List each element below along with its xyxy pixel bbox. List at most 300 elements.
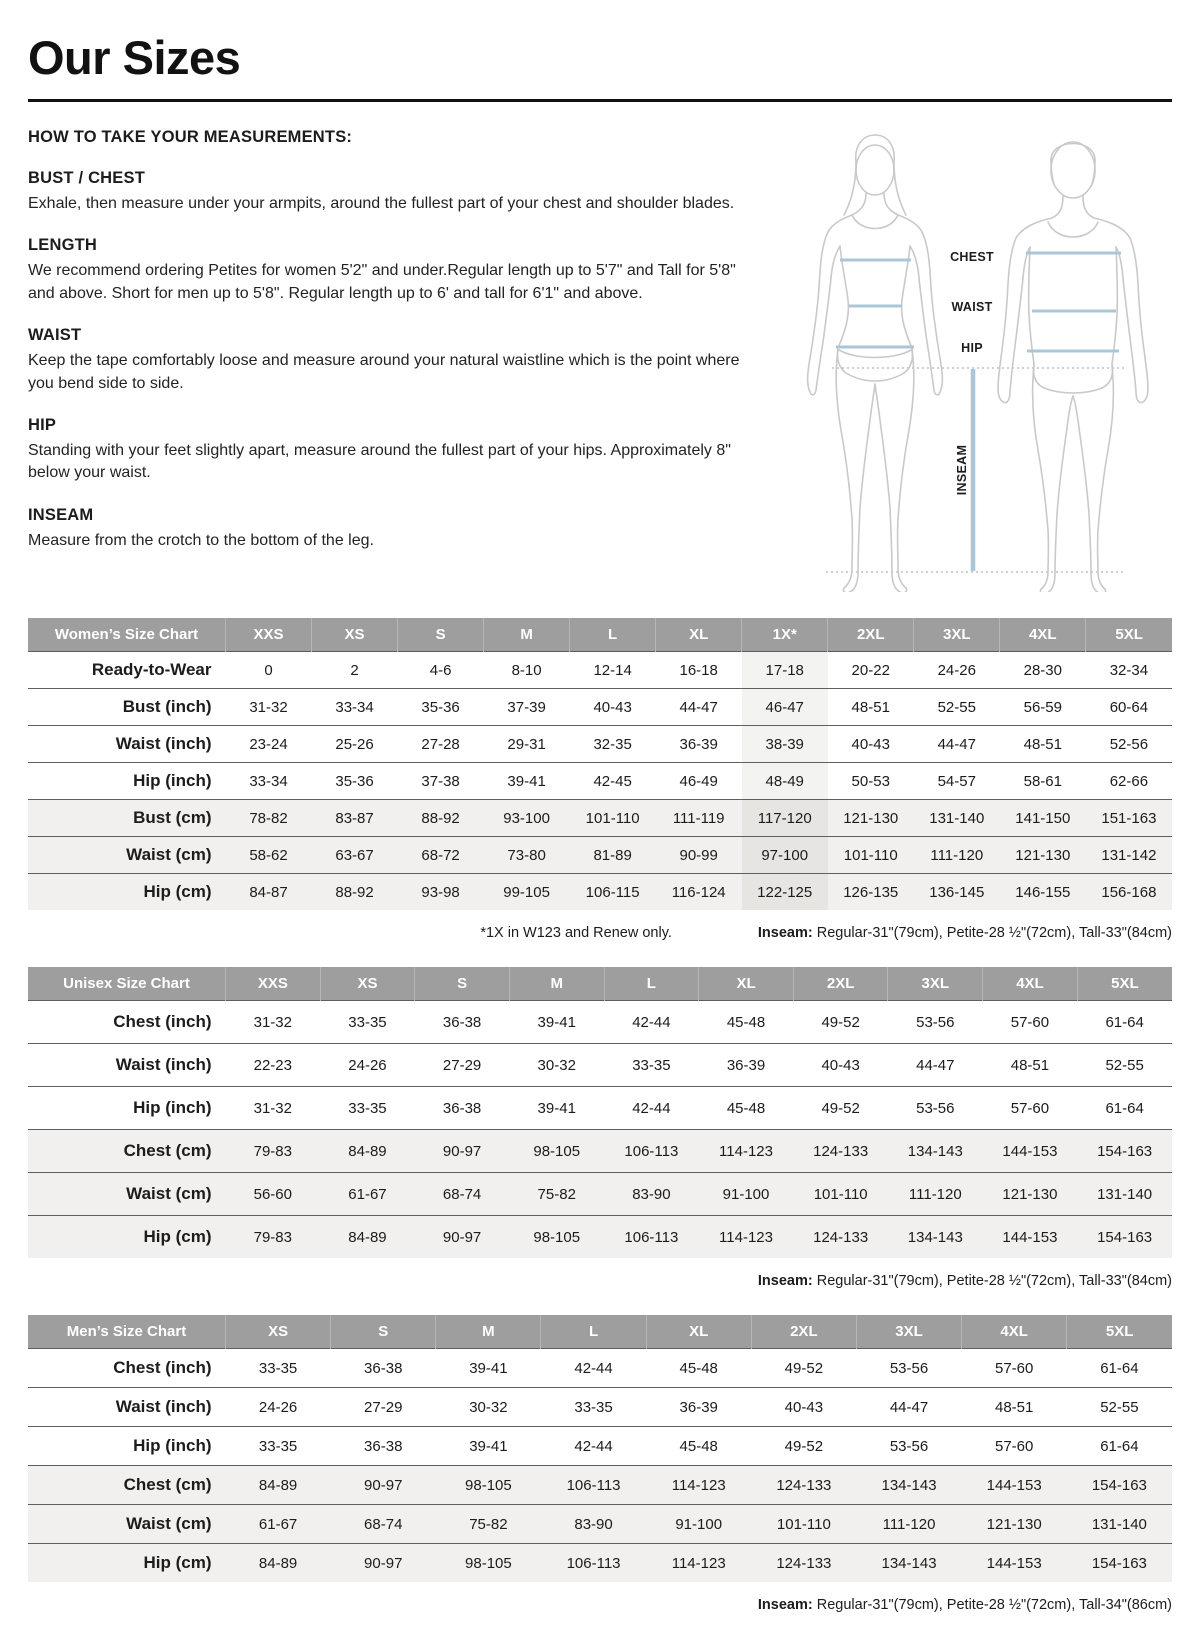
size-column-header: XXS	[226, 618, 312, 652]
size-column-header: L	[570, 618, 656, 652]
table-cell: 134-143	[907, 1228, 963, 1246]
table-cell: 36-39	[726, 1056, 766, 1074]
table-cell: 16-18	[679, 661, 718, 679]
table-cell: 131-140	[1091, 1515, 1147, 1533]
table-cell: 23-24	[249, 735, 288, 753]
table-cell: 146-155	[1015, 883, 1071, 901]
section-title: WAIST	[28, 326, 82, 345]
table-cell: 126-135	[843, 883, 899, 901]
row-label: Hip (cm)	[143, 1227, 212, 1246]
table-row	[28, 1505, 1172, 1544]
row-label: Waist (inch)	[115, 734, 212, 753]
table-row	[28, 1466, 1172, 1505]
table-cell: 124-133	[813, 1228, 869, 1246]
mens-size-chart-table	[28, 1315, 1172, 1582]
table-row	[28, 837, 1172, 874]
table-cell: 57-60	[1010, 1099, 1050, 1117]
size-column-header: M	[484, 618, 570, 652]
table-cell: 97-100	[742, 837, 828, 874]
row-label: Hip (inch)	[133, 771, 212, 790]
table-title: Unisex Size Chart	[28, 967, 226, 1001]
table-cell: 30-32	[469, 1398, 508, 1416]
table-cell: 4-6	[429, 661, 452, 679]
row-label: Chest (cm)	[123, 1475, 212, 1494]
table-cell: 58-62	[249, 846, 288, 864]
table-cell: 98-105	[533, 1142, 581, 1160]
table-header-row	[28, 967, 1172, 1001]
womens-1x-footnote: *1X in W123 and Renew only.	[480, 925, 672, 941]
table-cell: 61-64	[1105, 1099, 1144, 1117]
table-row	[28, 689, 1172, 726]
table-row	[28, 1001, 1172, 1044]
measurement-instructions	[28, 128, 786, 573]
table-cell: 83-87	[335, 809, 374, 827]
table-cell: 121-130	[986, 1515, 1042, 1533]
table-cell: 79-83	[253, 1142, 292, 1160]
table-cell: 84-89	[348, 1228, 387, 1246]
section-waist	[28, 326, 760, 395]
table-cell: 124-133	[776, 1476, 832, 1494]
table-cell: 39-41	[469, 1437, 508, 1455]
table-row	[28, 726, 1172, 763]
table-cell: 40-43	[851, 735, 890, 753]
table-row	[28, 1130, 1172, 1173]
size-column-header: 5XL	[1067, 1315, 1172, 1349]
table-cell: 79-83	[253, 1228, 292, 1246]
table-row	[28, 1544, 1172, 1583]
table-cell: 134-143	[881, 1554, 937, 1572]
womens-inseam-footnote: Inseam: Regular-31"(79cm), Petite-28 ½"(72cm), Tall-33"(84cm)	[757, 925, 1172, 941]
section-body: Standing with your feet slightly apart, measure around the fullest part of your hips. Approximately 8" below your waist.	[28, 441, 731, 482]
measurement-guide	[28, 128, 1172, 592]
section-bust-chest	[28, 169, 760, 215]
table-row	[28, 1044, 1172, 1087]
table-cell: 40-43	[821, 1056, 860, 1074]
table-cell: 33-35	[348, 1013, 387, 1031]
size-column-header: XL	[656, 618, 742, 652]
table-cell: 57-60	[994, 1437, 1034, 1455]
table-cell: 45-48	[726, 1013, 766, 1031]
table-cell: 60-64	[1109, 698, 1149, 716]
title-divider	[28, 99, 1172, 102]
size-column-header: 4XL	[1000, 618, 1086, 652]
table-cell: 78-82	[249, 809, 288, 827]
body-measurement-figures	[786, 120, 1172, 592]
table-cell: 53-56	[916, 1099, 955, 1117]
table-cell: 33-35	[258, 1359, 298, 1377]
table-cell: 131-140	[1097, 1185, 1153, 1203]
table-title: Men’s Size Chart	[28, 1315, 226, 1349]
size-column-header: XL	[699, 967, 794, 1001]
size-column-header: 1X*	[742, 618, 828, 652]
table-cell: 36-38	[442, 1099, 482, 1117]
table-cell: 114-123	[719, 1228, 773, 1246]
row-label: Chest (inch)	[113, 1012, 212, 1031]
table-cell: 121-130	[1015, 846, 1071, 864]
size-column-header: XXS	[226, 967, 321, 1001]
table-cell: 75-82	[469, 1515, 508, 1533]
table-cell: 144-153	[986, 1554, 1042, 1572]
table-cell: 63-67	[335, 846, 374, 864]
table-cell: 151-163	[1101, 809, 1157, 827]
table-cell: 48-51	[1010, 1056, 1050, 1074]
table-cell: 121-130	[1002, 1185, 1058, 1203]
table-cell: 42-44	[632, 1099, 671, 1117]
table-cell: 101-110	[585, 809, 640, 827]
table-cell: 75-82	[537, 1185, 576, 1203]
table-cell: 84-87	[249, 883, 288, 901]
table-cell: 144-153	[1002, 1228, 1058, 1246]
table-cell: 50-53	[851, 772, 890, 790]
section-body: We recommend ordering Petites for women 5'2" and under.Regular length up to 5'7" and Tall for 5'8" and above. Short for men up to 5'8". Regular length up to 6' and tall for 6'1" and above.	[28, 262, 736, 302]
table-cell: 36-38	[364, 1437, 403, 1455]
table-cell: 114-123	[671, 1476, 726, 1494]
table-cell: 93-98	[421, 883, 460, 901]
table-cell: 38-39	[742, 726, 828, 763]
size-column-header: L	[541, 1315, 646, 1349]
table-cell: 24-26	[937, 661, 976, 679]
table-cell: 36-38	[442, 1013, 482, 1031]
table-header-row	[28, 1315, 1172, 1349]
table-cell: 131-142	[1101, 846, 1157, 864]
table-cell: 124-133	[813, 1142, 869, 1160]
table-cell: 44-47	[679, 698, 718, 716]
table-cell: 40-43	[784, 1398, 824, 1416]
section-title: LENGTH	[28, 236, 98, 255]
table-cell: 46-47	[742, 689, 828, 726]
section-body: Keep the tape comfortably loose and measure around your natural waistline which is the point where you bend side to side.	[28, 352, 740, 392]
table-cell: 25-26	[335, 735, 374, 753]
womens-size-chart-section	[28, 618, 1172, 941]
table-cell: 35-36	[335, 772, 374, 790]
table-cell: 32-35	[593, 735, 632, 753]
table-cell: 2	[350, 661, 359, 679]
table-cell: 61-64	[1105, 1013, 1144, 1031]
section-title: BUST / CHEST	[28, 169, 145, 187]
table-cell: 84-89	[348, 1142, 387, 1160]
row-label: Waist (cm)	[126, 845, 212, 864]
table-row	[28, 1087, 1172, 1130]
table-cell: 111-120	[882, 1515, 936, 1533]
table-cell: 49-52	[821, 1013, 860, 1031]
table-cell: 62-66	[1109, 772, 1149, 790]
table-cell: 136-145	[929, 883, 985, 901]
size-column-header: 2XL	[828, 618, 914, 652]
table-cell: 90-97	[364, 1554, 403, 1572]
table-cell: 33-35	[258, 1437, 298, 1455]
section-inseam	[28, 506, 760, 552]
table-cell: 42-44	[574, 1359, 613, 1377]
table-title: Women’s Size Chart	[28, 618, 226, 652]
table-cell: 49-52	[784, 1437, 824, 1455]
table-cell: 48-51	[994, 1398, 1034, 1416]
table-cell: 154-163	[1097, 1142, 1153, 1160]
table-cell: 24-26	[348, 1056, 387, 1074]
size-column-header: S	[331, 1315, 436, 1349]
size-column-header: 3XL	[888, 967, 983, 1001]
table-cell: 53-56	[889, 1359, 929, 1377]
table-cell: 81-89	[593, 846, 632, 864]
size-column-header: 2XL	[751, 1315, 856, 1349]
table-cell: 101-110	[843, 846, 898, 864]
table-cell: 99-105	[503, 883, 550, 901]
unisex-size-chart-table	[28, 967, 1172, 1258]
table-cell: 35-36	[421, 698, 460, 716]
table-cell: 33-34	[249, 772, 288, 790]
table-row	[28, 1349, 1172, 1388]
table-cell: 106-113	[566, 1554, 621, 1572]
section-title: HIP	[28, 415, 57, 434]
table-cell: 73-80	[507, 846, 546, 864]
table-cell: 39-41	[537, 1099, 576, 1117]
size-column-header: L	[604, 967, 699, 1001]
table-cell: 106-113	[566, 1476, 621, 1494]
table-cell: 39-41	[507, 772, 546, 790]
table-cell: 53-56	[916, 1013, 955, 1031]
table-cell: 33-35	[348, 1099, 387, 1117]
table-row	[28, 874, 1172, 911]
table-row	[28, 652, 1172, 689]
table-cell: 124-133	[776, 1554, 832, 1572]
table-cell: 68-72	[421, 846, 460, 864]
table-cell: 37-38	[421, 772, 460, 790]
row-label: Chest (cm)	[123, 1141, 212, 1160]
table-cell: 44-47	[889, 1398, 929, 1416]
table-cell: 61-67	[258, 1515, 298, 1533]
table-cell: 52-56	[1109, 735, 1149, 753]
table-cell: 58-61	[1023, 772, 1062, 790]
table-cell: 111-120	[930, 846, 984, 864]
table-cell: 98-105	[465, 1476, 512, 1494]
mens-table-footnotes	[28, 1597, 1172, 1613]
table-row	[28, 1427, 1172, 1466]
table-row	[28, 763, 1172, 800]
table-cell: 88-92	[335, 883, 374, 901]
table-cell: 31-32	[253, 1013, 292, 1031]
size-column-header: 5XL	[1077, 967, 1172, 1001]
row-label: Chest (inch)	[113, 1358, 212, 1377]
table-cell: 36-39	[679, 1398, 718, 1416]
size-column-header: M	[436, 1315, 541, 1349]
table-cell: 44-47	[916, 1056, 955, 1074]
waist-label: WAIST	[951, 300, 993, 314]
table-cell: 56-59	[1023, 698, 1062, 716]
table-cell: 91-100	[675, 1515, 723, 1533]
male-figure-outline	[998, 142, 1148, 592]
table-cell: 17-18	[742, 652, 828, 689]
size-column-header: 3XL	[856, 1315, 961, 1349]
row-label: Hip (inch)	[133, 1436, 212, 1455]
section-title: INSEAM	[28, 505, 94, 524]
unisex-inseam-footnote: Inseam: Regular-31"(79cm), Petite-28 ½"(72cm), Tall-33"(84cm)	[757, 1273, 1172, 1289]
table-cell: 12-14	[593, 661, 632, 679]
table-cell: 28-30	[1023, 661, 1062, 679]
table-cell: 83-90	[632, 1185, 671, 1203]
measurement-diagram	[786, 120, 1172, 592]
table-cell: 131-140	[929, 809, 985, 827]
table-cell: 57-60	[1010, 1013, 1050, 1031]
table-header-row	[28, 618, 1172, 652]
row-label: Hip (inch)	[133, 1098, 212, 1117]
table-cell: 0	[264, 661, 273, 679]
section-body: Measure from the crotch to the bottom of the leg.	[28, 531, 374, 549]
table-row	[28, 1216, 1172, 1259]
table-cell: 36-39	[679, 735, 718, 753]
table-cell: 54-57	[937, 772, 976, 790]
table-cell: 114-123	[671, 1554, 726, 1572]
table-cell: 53-56	[889, 1437, 929, 1455]
row-label: Bust (cm)	[133, 808, 212, 827]
table-cell: 61-64	[1100, 1437, 1139, 1455]
table-cell: 68-74	[364, 1515, 403, 1533]
table-cell: 49-52	[784, 1359, 824, 1377]
table-cell: 90-97	[364, 1476, 403, 1494]
table-cell: 111-120	[908, 1185, 962, 1203]
table-cell: 134-143	[907, 1142, 963, 1160]
row-label: Hip (cm)	[143, 882, 212, 901]
table-cell: 106-113	[624, 1228, 679, 1246]
table-cell: 32-34	[1109, 661, 1149, 679]
table-cell: 42-44	[632, 1013, 671, 1031]
table-row	[28, 1173, 1172, 1216]
table-cell: 45-48	[679, 1437, 718, 1455]
row-label: Hip (cm)	[143, 1553, 212, 1572]
table-cell: 42-45	[593, 772, 632, 790]
table-cell: 52-55	[1100, 1398, 1139, 1416]
size-column-header: 4XL	[962, 1315, 1067, 1349]
row-label: Waist (cm)	[126, 1514, 212, 1533]
table-cell: 33-35	[574, 1398, 613, 1416]
table-cell: 114-123	[719, 1142, 773, 1160]
table-cell: 134-143	[881, 1476, 937, 1494]
table-cell: 30-32	[537, 1056, 576, 1074]
table-cell: 46-49	[679, 772, 718, 790]
row-label: Waist (inch)	[115, 1055, 212, 1074]
size-column-header: 5XL	[1086, 618, 1172, 652]
table-cell: 45-48	[726, 1099, 766, 1117]
table-cell: 101-110	[813, 1185, 868, 1203]
table-cell: 33-35	[632, 1056, 671, 1074]
table-cell: 93-100	[503, 809, 550, 827]
table-cell: 31-32	[249, 698, 288, 716]
table-cell: 84-89	[258, 1554, 298, 1572]
womens-size-chart-table	[28, 618, 1172, 910]
table-cell: 84-89	[258, 1476, 298, 1494]
table-cell: 48-51	[851, 698, 890, 716]
instructions-heading: HOW TO TAKE YOUR MEASUREMENTS:	[28, 128, 353, 146]
table-cell: 106-115	[585, 883, 640, 901]
table-cell: 8-10	[511, 661, 542, 679]
size-column-header: 4XL	[983, 967, 1078, 1001]
page-title: Our Sizes	[28, 31, 241, 84]
table-cell: 90-97	[442, 1228, 482, 1246]
table-cell: 101-110	[776, 1515, 831, 1533]
table-cell: 37-39	[507, 698, 546, 716]
table-cell: 61-64	[1100, 1359, 1139, 1377]
table-cell: 141-150	[1015, 809, 1071, 827]
table-cell: 20-22	[851, 661, 890, 679]
table-cell: 22-23	[253, 1056, 292, 1074]
table-cell: 49-52	[821, 1099, 860, 1117]
size-column-header: XS	[226, 1315, 331, 1349]
table-cell: 90-97	[442, 1142, 482, 1160]
table-cell: 52-55	[937, 698, 976, 716]
table-cell: 144-153	[1002, 1142, 1058, 1160]
table-cell: 48-49	[742, 763, 828, 800]
table-cell: 48-51	[1023, 735, 1062, 753]
section-hip	[28, 416, 760, 485]
table-cell: 154-163	[1091, 1554, 1147, 1572]
table-row	[28, 1388, 1172, 1427]
table-cell: 106-113	[624, 1142, 679, 1160]
hip-label: HIP	[961, 341, 983, 355]
table-cell: 57-60	[994, 1359, 1034, 1377]
section-body: Exhale, then measure under your armpits, around the fullest part of your chest and shoulder blades.	[28, 195, 735, 212]
table-cell: 27-29	[364, 1398, 403, 1416]
table-cell: 36-38	[364, 1359, 403, 1377]
inseam-label: INSEAM	[955, 444, 969, 496]
table-cell: 45-48	[679, 1359, 718, 1377]
size-column-header: XS	[320, 967, 415, 1001]
table-cell: 33-34	[335, 698, 374, 716]
table-cell: 31-32	[253, 1099, 292, 1117]
table-cell: 98-105	[533, 1228, 581, 1246]
table-cell: 154-163	[1091, 1476, 1147, 1494]
row-label: Waist (cm)	[126, 1184, 212, 1203]
table-cell: 24-26	[258, 1398, 298, 1416]
table-cell: 27-29	[442, 1056, 482, 1074]
female-figure-outline	[808, 135, 943, 592]
row-label: Waist (inch)	[115, 1397, 212, 1416]
size-column-header: XS	[312, 618, 398, 652]
size-column-header: M	[509, 967, 604, 1001]
table-cell: 154-163	[1097, 1228, 1153, 1246]
unisex-table-footnotes	[28, 1273, 1172, 1289]
size-column-header: 2XL	[793, 967, 888, 1001]
table-cell: 68-74	[442, 1185, 482, 1203]
table-cell: 90-99	[679, 846, 718, 864]
table-cell: 116-124	[671, 883, 726, 901]
table-cell: 88-92	[421, 809, 460, 827]
table-cell: 61-67	[348, 1185, 387, 1203]
size-column-header: XL	[646, 1315, 751, 1349]
row-label: Ready-to-Wear	[91, 660, 212, 679]
table-row	[28, 800, 1172, 837]
size-column-header: S	[398, 618, 484, 652]
row-label: Bust (inch)	[122, 697, 212, 716]
table-cell: 27-28	[421, 735, 460, 753]
table-cell: 39-41	[469, 1359, 508, 1377]
mens-size-chart-section	[28, 1315, 1172, 1613]
table-cell: 56-60	[253, 1185, 292, 1203]
table-cell: 121-130	[843, 809, 899, 827]
mens-inseam-footnote: Inseam: Regular-31"(79cm), Petite-28 ½"(72cm), Tall-34"(86cm)	[757, 1597, 1172, 1613]
section-length	[28, 236, 760, 305]
table-cell: 44-47	[937, 735, 976, 753]
table-cell: 117-120	[742, 800, 828, 837]
table-cell: 98-105	[465, 1554, 512, 1572]
table-cell: 29-31	[507, 735, 546, 753]
table-cell: 111-119	[672, 809, 725, 827]
size-column-header: 3XL	[914, 618, 1000, 652]
chest-label: CHEST	[950, 250, 994, 264]
table-cell: 39-41	[537, 1013, 576, 1031]
table-cell: 83-90	[574, 1515, 613, 1533]
table-cell: 122-125	[742, 874, 828, 911]
table-cell: 42-44	[574, 1437, 613, 1455]
table-cell: 52-55	[1105, 1056, 1144, 1074]
table-cell: 40-43	[593, 698, 632, 716]
